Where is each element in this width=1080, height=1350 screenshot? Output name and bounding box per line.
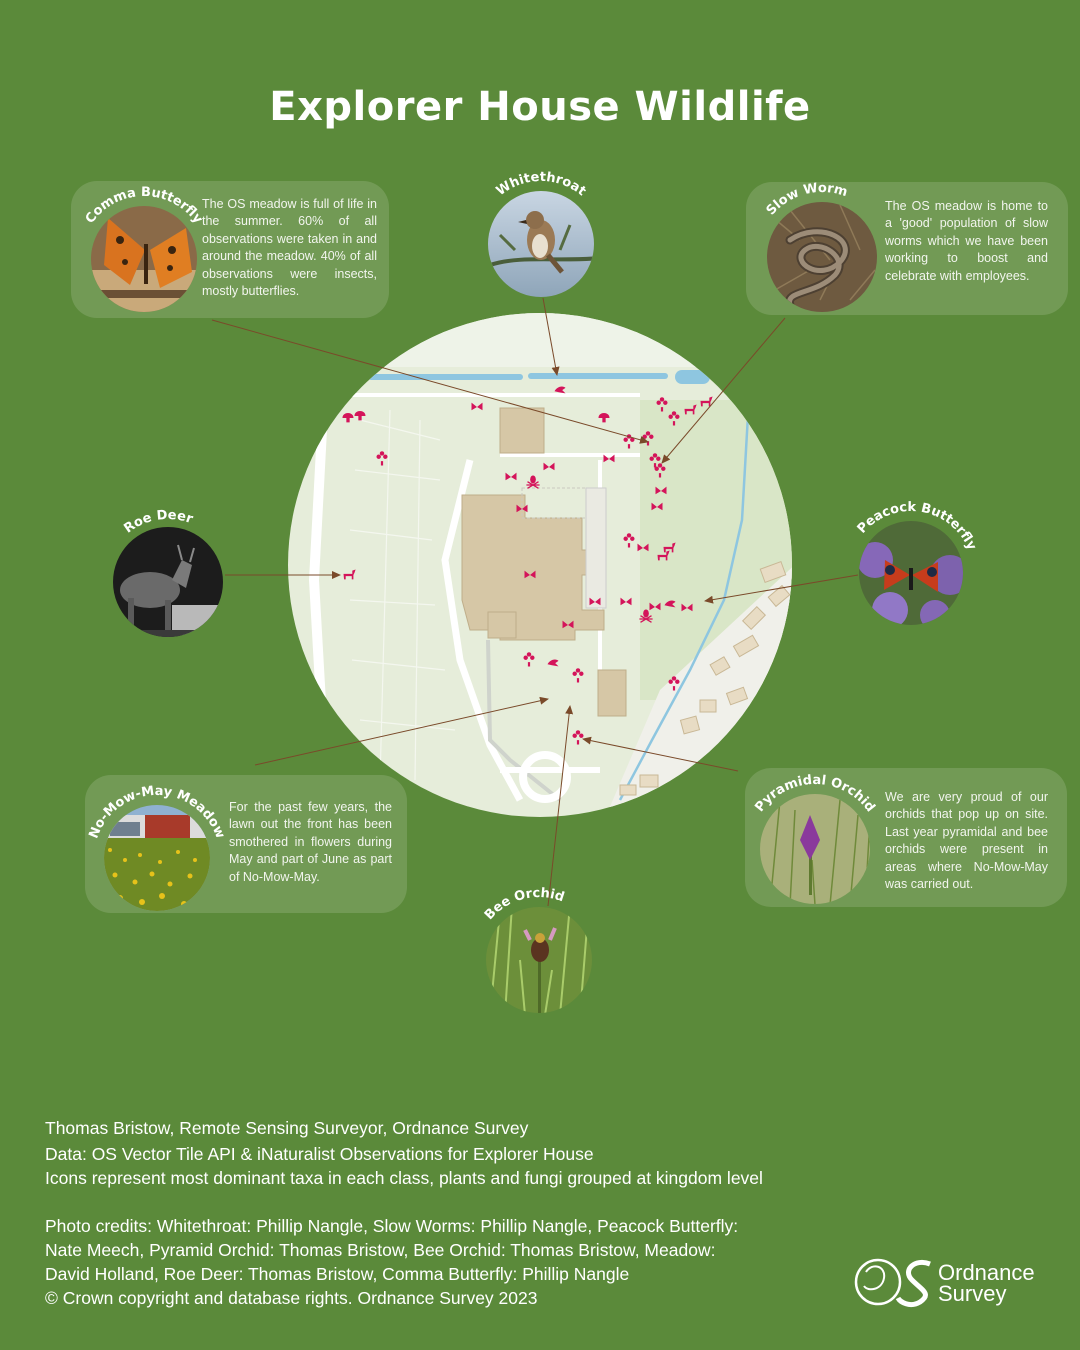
footer-data: Data: OS Vector Tile API & iNaturalist Observations for Explorer House	[45, 1144, 594, 1164]
label-whitethroat: Whitethroat	[493, 169, 589, 200]
label-meadow: No-Mow-May Meadow	[86, 783, 228, 841]
label-slow-worm: Slow Worm	[763, 180, 850, 219]
pyramidal-orchid-photo	[758, 792, 873, 907]
logo-line-2: Survey	[938, 1281, 1007, 1306]
slow-worm-photo	[765, 200, 880, 315]
slow-worm-text: The OS meadow is home to a 'good' population of slow worms which we have been working to boost and celebrate with employees.	[885, 199, 1048, 283]
page-title: Explorer House Wildlife	[269, 84, 811, 130]
footer-author: Thomas Bristow, Remote Sensing Surveyor, Ordnance Survey	[45, 1118, 529, 1138]
whitethroat-photo	[487, 190, 600, 300]
comma-butterfly-photo	[90, 205, 200, 315]
pyramidal-orchid-text: We are very proud of our orchids that pop up on site. Last year pyramidal and bee orchids were present in areas where No-Mow-May was carried out.	[885, 790, 1048, 892]
comma-butterfly-text: The OS meadow is full of life in the summer. 60% of all observations were taken in and around the meadow. 40% of all observations were insects, mostly butterflies.	[202, 197, 377, 299]
label-bee-orchid: Bee Orchid	[481, 885, 567, 923]
footer-credit-2: Nate Meech, Pyramid Orchid: Thomas Bristow, Bee Orchid: Thomas Bristow, Meadow:	[45, 1240, 716, 1260]
meadow-text: For the past few years, the lawn out the front has been smothered in flowers during May and part of June as part of No-Mow-May.	[229, 800, 392, 884]
site-map	[280, 305, 810, 830]
footer-credit-1: Photo credits: Whitethroat: Phillip Nangle, Slow Worms: Phillip Nangle, Peacock Butterfly:	[45, 1216, 739, 1236]
label-roe-deer: Roe Deer	[121, 507, 195, 537]
ordnance-survey-logo	[938, 1262, 1035, 1304]
roe-deer-photo	[110, 525, 226, 642]
logo-line-1: Ordnance	[938, 1260, 1035, 1285]
bee-orchid-photo	[483, 905, 595, 1017]
ordnance-survey-logo-icon	[856, 1260, 930, 1305]
peacock-butterfly-photo	[857, 519, 970, 630]
footer-credit-3: David Holland, Roe Deer: Thomas Bristow, Comma Butterfly: Phillip Nangle	[45, 1264, 630, 1284]
label-peacock-butterfly: Peacock Butterfly	[854, 499, 980, 553]
meadow-photo	[100, 800, 215, 915]
label-pyramidal-orchid: Pyramidal Orchid	[752, 772, 878, 816]
footer-copyright: © Crown copyright and database rights. Ordnance Survey 2023	[45, 1288, 538, 1308]
label-comma-butterfly: Comma Butterfly	[82, 184, 206, 227]
footer-icons-note: Icons represent most dominant taxa in each class, plants and fungi grouped at kingdom level	[45, 1168, 763, 1188]
